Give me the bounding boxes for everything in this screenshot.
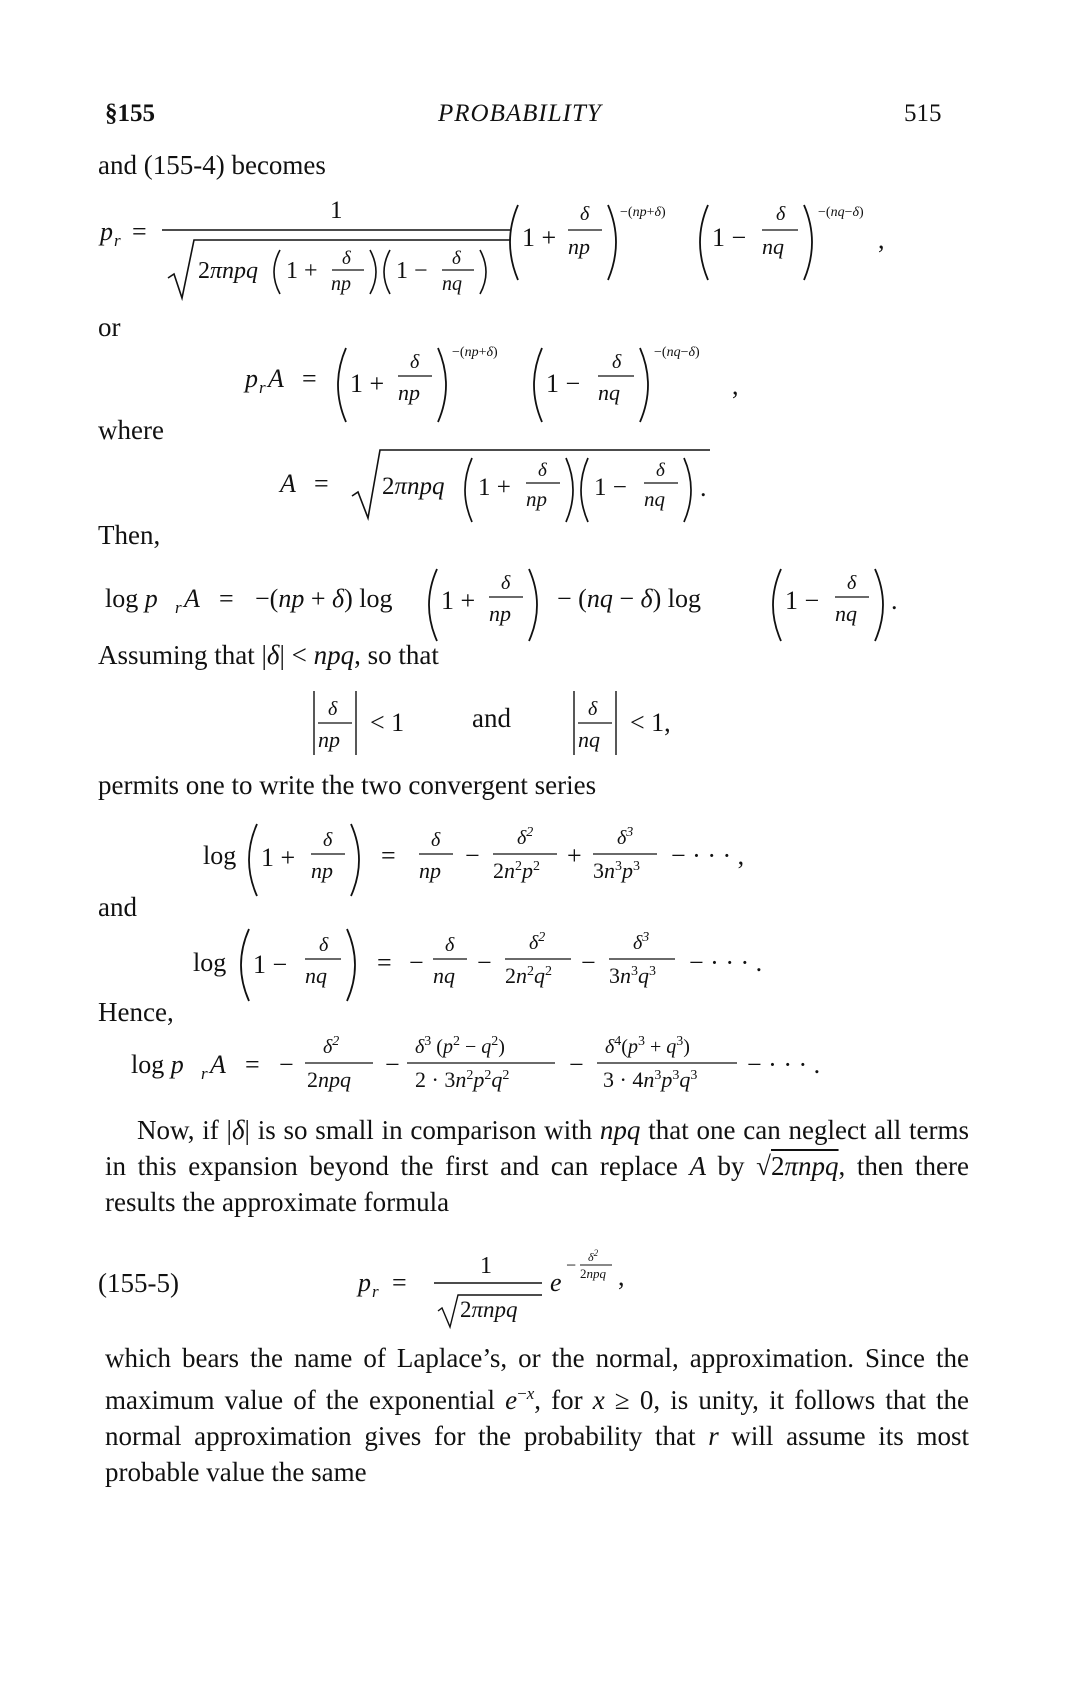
svg-text:δ: δ bbox=[431, 829, 441, 851]
svg-text:1 −: 1 − bbox=[594, 474, 627, 501]
svg-text:nq: nq bbox=[598, 380, 620, 405]
svg-text:A: A bbox=[184, 584, 200, 613]
equation-pr-full bbox=[90, 190, 920, 320]
svg-text:1 −: 1 − bbox=[253, 950, 288, 979]
svg-text:δ: δ bbox=[328, 698, 338, 720]
svg-text:2πnpq: 2πnpq bbox=[382, 473, 445, 500]
svg-text:np: np bbox=[526, 487, 547, 511]
svg-text:np: np bbox=[311, 858, 333, 883]
equation-prA bbox=[240, 330, 800, 430]
svg-text:δ: δ bbox=[501, 572, 511, 594]
svg-text:log: log bbox=[203, 841, 237, 870]
permits-text: permits one to write the two convergent series bbox=[98, 770, 597, 800]
svg-text:− (nq − δ) log: − (nq − δ) log bbox=[557, 584, 701, 613]
svg-text:δ: δ bbox=[410, 351, 420, 373]
svg-text:2n2q2: $2n^2q^2$ bbox=[505, 963, 552, 988]
svg-text:1 −: 1 − bbox=[396, 258, 428, 284]
intro-text: and (155-4) becomes bbox=[98, 150, 326, 180]
svg-text:e: e bbox=[550, 1268, 562, 1297]
section-number: §155 bbox=[105, 100, 155, 127]
svg-text:1 +: 1 + bbox=[522, 223, 557, 252]
svg-text:−: − bbox=[477, 948, 492, 977]
svg-text:nq: nq bbox=[578, 727, 600, 752]
svg-text:δ: δ bbox=[452, 248, 461, 269]
then-text: Then, bbox=[98, 520, 161, 550]
svg-text:δ: δ bbox=[580, 203, 590, 225]
equation-series-1 bbox=[195, 812, 845, 902]
svg-text:δ2: $\delta^2$ bbox=[517, 825, 534, 849]
svg-text:−: − bbox=[279, 1050, 294, 1079]
paragraph-laplace-approx: which bears the name of Laplace’s, or the normal, approximation. Since the maximum value of the exponential $e^{-x}$, for x ≥ 0, is unity, it follows that the normal approximation gives for the probability that r will assume its most probable value the same bbox=[105, 1343, 970, 1487]
svg-text:−(np+δ): −(np+δ) bbox=[620, 205, 666, 220]
svg-text:1: 1 bbox=[330, 197, 343, 224]
svg-text:p: p bbox=[245, 364, 258, 393]
svg-text:,: , bbox=[732, 371, 739, 400]
and-series-text: and bbox=[98, 892, 137, 922]
svg-text:δ: δ bbox=[588, 698, 598, 720]
svg-text:1 +: 1 + bbox=[478, 474, 511, 501]
svg-text:δ: δ bbox=[538, 460, 547, 481]
svg-text:< 1: < 1 bbox=[370, 708, 405, 737]
svg-text:2πnpq: 2πnpq bbox=[198, 258, 259, 284]
svg-text:1 +: 1 + bbox=[286, 258, 318, 284]
svg-text:−(nq−δ): −(nq−δ) bbox=[818, 205, 864, 220]
svg-text:np: np bbox=[331, 273, 351, 295]
svg-text:1 +: 1 + bbox=[350, 369, 385, 398]
svg-text:nq: nq bbox=[762, 234, 784, 259]
svg-text:δ: δ bbox=[612, 351, 622, 373]
svg-text:,: , bbox=[878, 225, 885, 254]
or-text: or bbox=[98, 312, 121, 342]
where-text: where bbox=[98, 415, 164, 445]
svg-text:2npq: 2npq bbox=[580, 1266, 606, 1281]
svg-text:1 −: 1 − bbox=[712, 223, 747, 252]
svg-text:−: − bbox=[569, 1050, 584, 1079]
svg-text:− · · · .: − · · · . bbox=[747, 1050, 821, 1079]
svg-text:−: − bbox=[581, 948, 596, 977]
svg-text:−: − bbox=[465, 841, 480, 870]
svg-text:log: log bbox=[193, 948, 227, 977]
svg-text:1: 1 bbox=[480, 1253, 492, 1279]
svg-text:=: = bbox=[314, 469, 329, 498]
svg-text:δ: δ bbox=[847, 572, 857, 594]
page-number: 515 bbox=[904, 100, 942, 127]
svg-text:−: − bbox=[566, 1255, 577, 1275]
svg-text:δ2: $\delta^2$ bbox=[323, 1034, 340, 1058]
svg-text:+: + bbox=[567, 841, 582, 870]
svg-text:A: A bbox=[268, 364, 284, 393]
svg-text:< 1,: < 1, bbox=[630, 708, 671, 737]
svg-text:A: A bbox=[280, 469, 296, 498]
svg-text:1 +: 1 + bbox=[441, 586, 476, 615]
svg-text:,: , bbox=[618, 1262, 625, 1291]
svg-text:p: p bbox=[100, 217, 113, 246]
equation-A bbox=[270, 440, 740, 530]
svg-text:2n2p2: $2n^2p^2$ bbox=[493, 858, 540, 883]
svg-text:np: np bbox=[398, 380, 420, 405]
running-title: PROBABILITY bbox=[438, 100, 602, 127]
svg-text:nq: nq bbox=[442, 273, 462, 295]
svg-text:r: r bbox=[201, 1064, 208, 1083]
equation-normal-approx bbox=[350, 1245, 680, 1335]
svg-text:r: r bbox=[259, 378, 266, 397]
svg-text:nq: nq bbox=[433, 963, 455, 988]
svg-text:=: = bbox=[132, 217, 147, 246]
svg-text:δ4(p3 + q3): $\delta^4(p^3 + q^3)$ bbox=[605, 1034, 690, 1058]
svg-text:δ: δ bbox=[323, 829, 333, 851]
svg-text:δ2: $\delta^2$ bbox=[588, 1248, 599, 1264]
svg-text:δ: δ bbox=[319, 934, 329, 956]
svg-text:p: p bbox=[358, 1268, 371, 1297]
svg-text:2πnpq: 2πnpq bbox=[460, 1297, 518, 1322]
svg-text:2npq: 2npq bbox=[307, 1067, 351, 1092]
svg-text:δ: δ bbox=[776, 203, 786, 225]
hence-text: Hence, bbox=[98, 997, 174, 1027]
svg-text:−: − bbox=[409, 948, 424, 977]
svg-text:δ: δ bbox=[656, 460, 665, 481]
equation-series-2 bbox=[185, 915, 825, 1005]
svg-text:r: r bbox=[175, 598, 182, 617]
svg-text:δ2: $\delta^2$ bbox=[529, 930, 546, 954]
svg-text:log p: log p bbox=[105, 584, 158, 613]
svg-text:3n3q3: $3n^3q^3$ bbox=[609, 963, 656, 988]
svg-text:r: r bbox=[114, 231, 121, 250]
svg-text:δ: δ bbox=[342, 248, 351, 269]
svg-text:np: np bbox=[568, 234, 590, 259]
svg-text:nq: nq bbox=[835, 601, 857, 626]
svg-text:1 −: 1 − bbox=[546, 369, 581, 398]
equation-log-prA bbox=[95, 555, 935, 645]
svg-text:A: A bbox=[210, 1050, 226, 1079]
svg-text:=: = bbox=[245, 1050, 260, 1079]
svg-text:− · · · .: − · · · . bbox=[689, 948, 763, 977]
svg-text:nq: nq bbox=[644, 487, 665, 511]
svg-text:np: np bbox=[489, 601, 511, 626]
svg-text:=: = bbox=[381, 841, 396, 870]
svg-text:−(nq−δ): −(nq−δ) bbox=[654, 345, 700, 360]
svg-text:r: r bbox=[372, 1282, 379, 1301]
svg-text:np: np bbox=[318, 727, 340, 752]
svg-text:log p: log p bbox=[131, 1050, 184, 1079]
svg-text:δ3 (p2 − q2): $\delta^3$ $(p^2 - q^2)$ bbox=[415, 1034, 505, 1058]
svg-text:=: = bbox=[392, 1268, 407, 1297]
svg-text:=: = bbox=[302, 364, 317, 393]
and-inline-text: and bbox=[472, 703, 511, 733]
svg-text:−(np+δ): −(np+δ) bbox=[452, 345, 498, 360]
paragraph-normal-approx-intro: Now, if |δ| is so small in comparison with npq that one can neglect all terms in this expansion beyond the first and can replace A by √2πnpq, then there results the approximate formula bbox=[105, 1115, 969, 1217]
svg-text:−: − bbox=[385, 1050, 400, 1079]
svg-text:δ: δ bbox=[445, 934, 455, 956]
equation-log-prA-expansion bbox=[125, 1025, 885, 1105]
svg-text:−(np + δ) log: −(np + δ) log bbox=[255, 584, 393, 613]
svg-text:1 +: 1 + bbox=[261, 843, 296, 872]
svg-text:np: np bbox=[419, 858, 441, 883]
svg-text:.: . bbox=[891, 586, 898, 615]
svg-text:3 · 4n3p3q3: $3 \cdot 4n^3p^3q^3$ bbox=[603, 1067, 698, 1092]
assuming-text: Assuming that |δ| < npq, so that bbox=[98, 640, 439, 670]
svg-text:δ3: $\delta^3$ bbox=[633, 930, 650, 954]
svg-text:.: . bbox=[700, 473, 707, 502]
svg-text:=: = bbox=[219, 584, 234, 613]
svg-text:δ3: $\delta^3$ bbox=[617, 825, 634, 849]
svg-text:=: = bbox=[377, 948, 392, 977]
svg-text:2 · 3n2p2q2: $2 \cdot 3n^2p^2q^2$ bbox=[415, 1067, 510, 1092]
equation-label-155-5: (155-5) bbox=[98, 1268, 179, 1298]
svg-text:nq: nq bbox=[305, 963, 327, 988]
svg-text:1 −: 1 − bbox=[785, 586, 820, 615]
svg-text:− · · · ,: − · · · , bbox=[671, 841, 745, 870]
svg-text:3n3p3: $3n^3p^3$ bbox=[593, 858, 640, 883]
